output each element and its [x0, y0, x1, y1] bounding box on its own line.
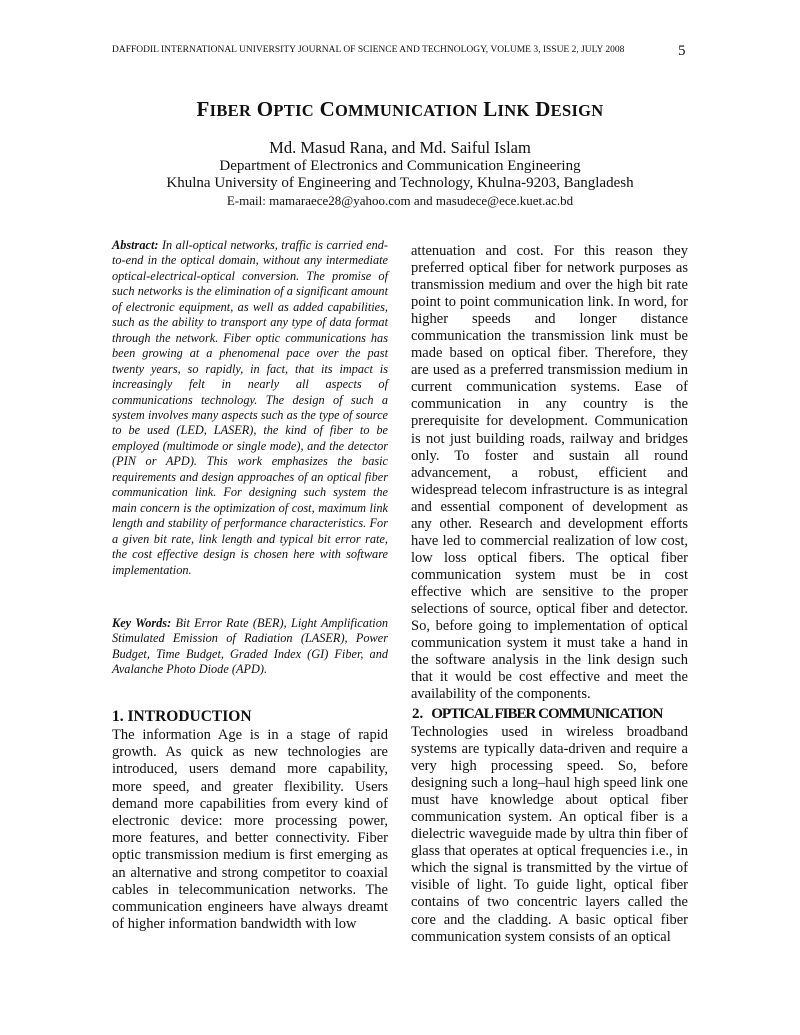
- abstract: [112, 238, 388, 578]
- running-head: DAFFODIL INTERNATIONAL UNIVERSITY JOURNAL OF SCIENCE AND TECHNOLOGY, VOLUME 3, ISSUE 2, JULY 2008: [112, 45, 625, 55]
- email: E-mail: mamaraece28@yahoo.com and masudece@ece.kuet.ac.bd: [226, 193, 574, 208]
- introduction-continuation-text: attenuation and cost. For this reason they preferred optical fiber for network purposes as transmission medium and over the high bit rate point to point communication link. In word, for higher speeds and longer distance communication the transmission link must be made based on optical fiber. Therefore, they are used as a preferred transmission medium in current communication systems. Ease of communication in any country is the prerequisite for development. Communication is not just building roads, railway and bridges only. To foster and sustain all round advancement, a robust, efficient and widespread telecom infrastructure is as integral and essential component of development as any other. Research and development efforts have led to commercial realization of low cost, low loss optical fibers. The optical fiber communication system must be in cost effective which are sensitive to the proper selections of source, optical fiber and detector. So, before going to implementation of optical communication system it must take a hand in the software analysis in the link design such that it would be cost effective and meet the availability of the components.: [411, 243, 688, 703]
- abstract-text: In all-optical networks, traffic is carried end-to-end in the optical domain, without any intermediate optical-electrical-optical conversion. The promise of such networks is the elimination of a significant amount of electronic equipment, as well as added capabilities, such as the ability to transport any type of data format through the network. Fiber optic communications has been growing at a phenomenal pace over the past twenty years, so rapidly, in fact, that its impact is increasingly felt in nearly all aspects of communications technology. The design of such a system involves many aspects such as the type of source to be used (LED, LASER), the kind of fiber to be employed (multimode or single mode), and the detector (PIN or APD). This work emphasizes the basic requirements and design approaches of an optical fiber communication link. For designing such system the main concern is the optimization of cost, maximum link length and stability of performance characteristics. For a given bit rate, link length and typical bit error rate, the cost effective design is chosen here with software implementation.: [112, 238, 388, 577]
- paper-title: FIBER OPTIC COMMUNICATION LINK DESIGN: [196, 97, 604, 121]
- keywords: [112, 616, 388, 678]
- authors: Md. Masud Rana, and Md. Saiful Islam: [269, 138, 531, 157]
- page-number: 5: [678, 43, 686, 59]
- optical-fiber-communication-text: Technologies used in wireless broadband systems are typically data-driven and require a very high processing speed. So, before designing such a long–haul high speed link one must have knowledge about optical fiber communication system. An optical fiber is a dielectric waveguide made by ultra thin fiber of glass that operates at optical frequencies i.e., in which the signal is transmitted by the virtue of visible of light. To guide light, optical fiber contains of two concentric layers called the core and the cladding. A basic optical fiber communication system consists of an optical: [411, 724, 688, 945]
- keywords-text: Bit Error Rate (BER), Light Amplification Stimulated Emission of Radiation (LASER), Power Budget, Time Budget, Graded Index (GI) Fiber, and Avalanche Photo Diode (APD).: [112, 616, 388, 677]
- section-heading-introduction: 1. INTRODUCTION: [112, 708, 252, 725]
- abstract-label: Abstract:: [112, 238, 159, 252]
- introduction-text: The information Age is in a stage of rapid growth. As quick as new technologies are introduced, users demand more capability, more speed, and greater flexibility. Users demand more capabilities from every kind of electronic device: more processing power, more features, and better connectivity. Fiber optic transmission medium is first emerging as an alternative and strong competitor to coaxial cables in telecommunication networks. The communication engineers have always dreamt of higher information bandwidth with low: [112, 727, 388, 933]
- section-heading-optical-fiber-communication: 2. OPTICAL FIBER COMMUNICATION: [412, 706, 663, 722]
- department: Department of Electronics and Communication Engineering: [219, 158, 581, 174]
- keywords-label: Key Words:: [112, 616, 172, 630]
- university: Khulna University of Engineering and Technology, Khulna-9203, Bangladesh: [166, 175, 634, 191]
